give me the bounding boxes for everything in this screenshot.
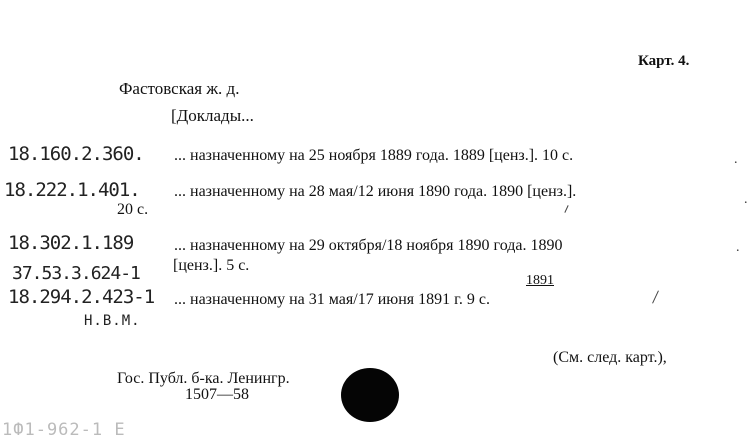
entry-3-continuation: [ценз.]. 5 с. [173, 257, 250, 274]
entry-4-annotation: 1891 [526, 273, 554, 288]
margin-speck: . [736, 240, 740, 255]
pencil-mark [564, 205, 568, 213]
railway-heading: Фастовская ж. д. [119, 79, 240, 98]
entry-4-initials: Н.В.М. [84, 313, 141, 329]
entry-1-code: 18.160.2.360. [8, 143, 144, 165]
see-next-card: (См. след. карт.), [553, 349, 667, 366]
card-number: Карт. 4. [638, 53, 690, 69]
entry-4-code: 18.294.2.423-1 [8, 286, 155, 308]
entry-2-text: ... назначенному на 28 мая/12 июня 1890 года. 1890 [ценз.]. [174, 183, 577, 200]
entry-3-text: ... назначенному на 29 октября/18 ноября 1890 года. 1890 [174, 237, 563, 254]
entry-1-text: ... назначенному на 25 ноября 1889 года. 1889 [ценз.]. 10 с. [174, 147, 574, 164]
margin-speck: . [744, 192, 748, 207]
library-name: Гос. Публ. б-ка. Ленингр. [117, 370, 290, 387]
catalog-stamp: 1Ф1-962-1 Е [2, 420, 126, 440]
entry-2-continuation: 20 с. [117, 201, 149, 218]
entry-3-code: 18.302.1.189 [8, 232, 134, 254]
entry-4-extra-code: 37.53.3.624-1 [12, 263, 140, 284]
print-code: 1507—58 [185, 386, 249, 403]
series-heading: [Доклады... [171, 106, 254, 125]
entry-2-code: 18.222.1.401. [4, 179, 140, 201]
margin-speck: . [734, 152, 738, 167]
entry-4-text: ... назначенному на 31 мая/17 июня 1891 г. 9 с. [174, 291, 490, 308]
pencil-mark [652, 290, 659, 303]
punch-hole [341, 368, 399, 422]
